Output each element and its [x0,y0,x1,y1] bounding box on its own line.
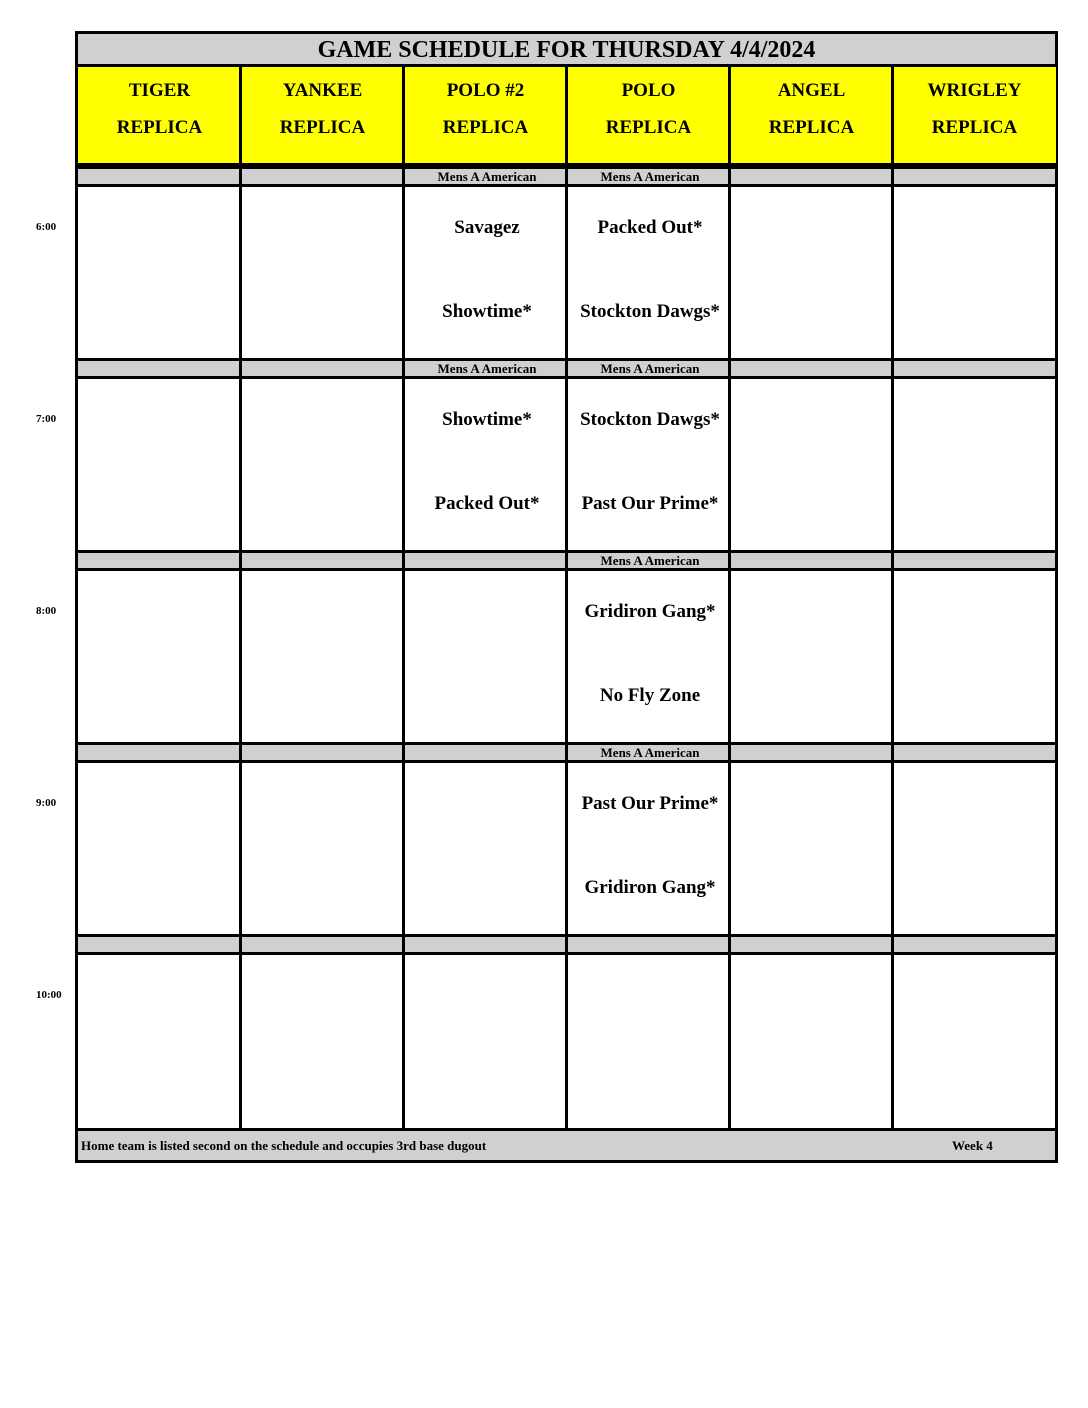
field-name: TIGER [128,80,191,101]
field-column [241,67,404,1128]
away-team: Savagez [454,217,520,238]
field-column [893,67,1056,1128]
away-team: Past Our Prime* [581,793,719,814]
game-cell [570,187,730,352]
schedule-title: GAME SCHEDULE FOR THURSDAY 4/4/2024 [78,34,1055,67]
time-label: 10:00 [36,989,62,1001]
home-team: Packed Out* [434,493,540,514]
column-separator [239,67,242,1128]
column-separator [402,67,405,1128]
week-label: Week 4 [952,1138,993,1153]
division-label: Mens A American [600,169,700,184]
division-label: Mens A American [437,361,537,376]
away-team: Packed Out* [597,217,703,238]
field-name: POLO #2 [446,80,525,101]
field-column [730,67,893,1128]
division-label: Mens A American [437,169,537,184]
field-name: ANGEL [777,80,846,101]
schedule-sheet [75,31,1058,1163]
schedule-grid [78,67,1055,1128]
division-label: Mens A American [600,553,700,568]
game-cell [407,187,567,352]
column-separator [728,67,731,1128]
home-team: Gridiron Gang* [584,877,716,898]
game-cell [570,571,730,736]
footer-note: Home team is listed second on the schedule and occupies 3rd base dugout [81,1138,487,1153]
field-type: REPLICA [442,117,529,138]
time-label: 8:00 [36,605,57,617]
field-type: REPLICA [116,117,203,138]
field-name: WRIGLEY [927,80,1022,101]
field-type: REPLICA [768,117,855,138]
away-team: Stockton Dawgs* [580,409,720,430]
field-name: YANKEE [282,80,363,101]
time-label: 9:00 [36,797,57,809]
division-label: Mens A American [600,361,700,376]
division-label: Mens A American [600,745,700,760]
game-cell [407,379,567,544]
home-team: Stockton Dawgs* [580,301,720,322]
game-cell [570,763,730,928]
column-separator [565,67,568,1128]
field-header [404,67,567,166]
away-team: Gridiron Gang* [584,601,716,622]
time-label: 7:00 [36,413,57,425]
home-team: No Fly Zone [599,685,701,706]
game-cell [570,379,730,544]
field-header [893,67,1056,166]
field-type: REPLICA [931,117,1018,138]
field-type: REPLICA [605,117,692,138]
field-header [241,67,404,166]
field-name: POLO [621,80,676,101]
column-separator [891,67,894,1128]
home-team: Past Our Prime* [581,493,719,514]
field-column [78,67,241,1128]
field-type: REPLICA [279,117,366,138]
footer-bar [78,1128,1055,1160]
field-header [78,67,241,166]
away-team: Showtime* [442,409,532,430]
home-team: Showtime* [442,301,532,322]
field-header [567,67,730,166]
time-label: 6:00 [36,221,57,233]
field-header [730,67,893,166]
